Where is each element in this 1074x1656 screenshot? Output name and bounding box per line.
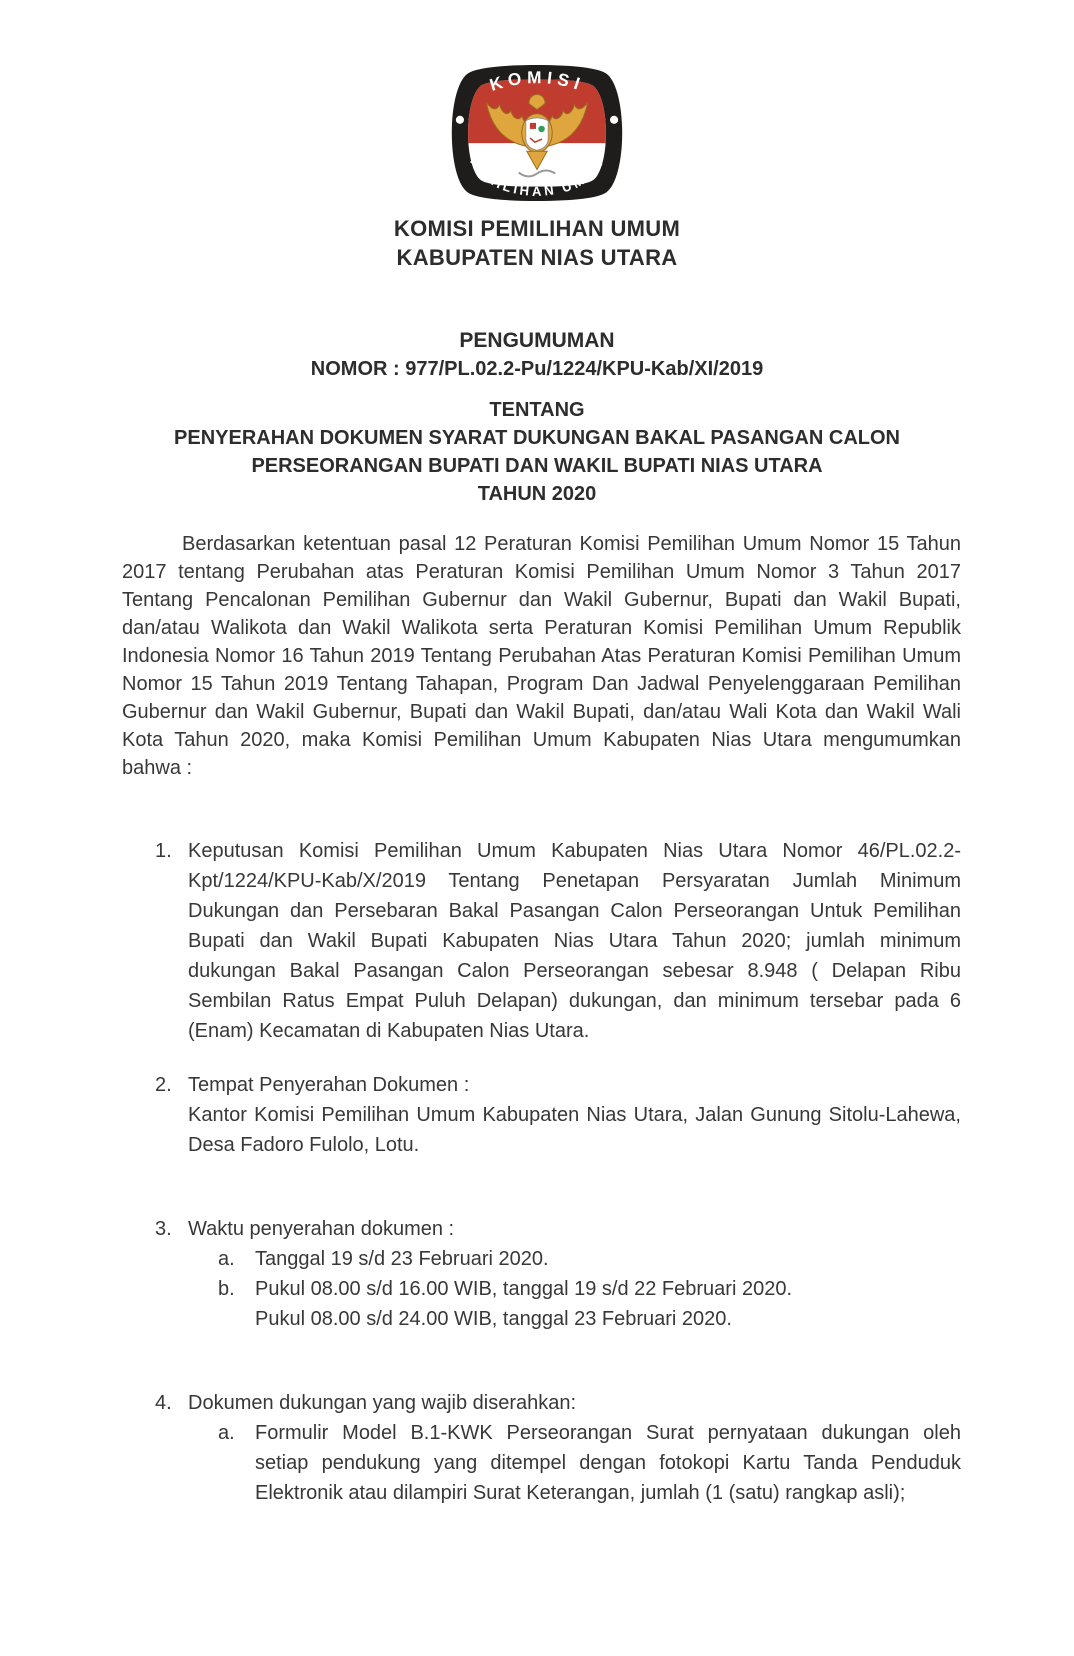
garuda-shield-icon bbox=[526, 118, 548, 150]
item-heading: Dokumen dukungan yang wajib diserahkan: bbox=[188, 1392, 577, 1414]
sub-item-line: Tanggal 19 s/d 23 Februari 2020. bbox=[255, 1248, 549, 1270]
list-item bbox=[155, 836, 961, 1046]
subject-line: PENYERAHAN DOKUMEN SYARAT DUKUNGAN BAKAL PASANGAN CALON bbox=[174, 427, 900, 449]
item-body bbox=[188, 836, 961, 1046]
item-number: 4. bbox=[155, 1392, 172, 1414]
announcement-number: NOMOR : 977/PL.02.2-Pu/1224/KPU-Kab/XI/2019 bbox=[310, 358, 764, 380]
sub-item-line: Pukul 08.00 s/d 24.00 WIB, tanggal 23 Februari 2020. bbox=[255, 1308, 732, 1330]
item-heading: Tempat Penyerahan Dokumen : bbox=[188, 1074, 470, 1096]
item-body bbox=[188, 1388, 961, 1508]
org-name-line2: KABUPATEN NIAS UTARA bbox=[396, 245, 678, 270]
logo-left-dot bbox=[456, 116, 464, 124]
logo-container bbox=[0, 0, 1074, 204]
sub-item bbox=[188, 1274, 961, 1334]
list-item bbox=[155, 1214, 961, 1334]
sub-item-text bbox=[255, 1274, 961, 1334]
sub-item bbox=[188, 1244, 961, 1274]
item-body bbox=[188, 1070, 961, 1160]
sub-item-letter: a. bbox=[218, 1422, 235, 1444]
sub-item-letter: b. bbox=[218, 1278, 235, 1300]
logo-bottom-text: PEMILIHAN UMUM bbox=[467, 154, 608, 200]
subject-line: TAHUN 2020 bbox=[477, 483, 597, 505]
announcement-heading: PENGUMUMAN bbox=[459, 329, 615, 352]
sub-item-text bbox=[255, 1418, 961, 1508]
subject-block bbox=[0, 396, 1074, 508]
item-number: 2. bbox=[155, 1074, 172, 1096]
list-item bbox=[155, 1070, 961, 1160]
item-body bbox=[188, 1214, 961, 1334]
sub-item-text bbox=[255, 1244, 961, 1274]
sub-item-line: Formulir Model B.1-KWK Perseorangan Surat pernyataan dukungan oleh setiap pendukung yang ditempel dengan fotokopi Kartu Tanda Penduduk Elektronik atau dilampiri Surat Keterangan, jumlah (1 (satu) rangkap asli); bbox=[255, 1422, 961, 1504]
subject-line: PERSEORANGAN BUPATI DAN WAKIL BUPATI NIAS UTARA bbox=[251, 455, 823, 477]
intro-paragraph: Berdasarkan ketentuan pasal 12 Peraturan Komisi Pemilihan Umum Nomor 15 Tahun 2017 tentang Perubahan atas Peraturan Komisi Pemilihan Umum Nomor 3 Tahun 2017 Tentang Pencalonan Pemilihan Gubernur dan Wakil Gubernur, Bupati dan Wakil Bupati, dan/atau Walikota dan Wakil Walikota serta Peraturan Komisi Pemilihan Umum Republik Indonesia Nomor 16 Tahun 2019 Tentang Perubahan Atas Peraturan Komisi Pemilihan Umum Nomor 15 Tahun 2019 Tentang Tahapan, Program Dan Jadwal Penyelenggaraan Pemilihan Gubernur dan Wakil Gubernur, Bupati dan Wakil Bupati, dan/atau Wali Kota dan Wakil Wali Kota Tahun 2020, maka Komisi Pemilihan Umum Kabupaten Nias Utara mengumumkan bahwa : bbox=[122, 533, 961, 779]
list-item bbox=[155, 1388, 961, 1508]
subject-lines bbox=[0, 424, 1074, 508]
sub-item-line: Pukul 08.00 s/d 16.00 WIB, tanggal 19 s/d 22 Februari 2020. bbox=[255, 1278, 793, 1300]
organization-name bbox=[0, 214, 1074, 272]
item-number: 3. bbox=[155, 1218, 172, 1240]
org-name-line1: KOMISI PEMILIHAN UMUM bbox=[393, 216, 681, 241]
item-number: 1. bbox=[155, 840, 172, 862]
kpu-logo bbox=[444, 62, 630, 204]
logo-top-text: KOMISI bbox=[487, 67, 588, 96]
item-text: Kantor Komisi Pemilihan Umum Kabupaten Nias Utara, Jalan Gunung Sitolu-Lahewa, Desa Fadoro Fulolo, Lotu. bbox=[188, 1104, 961, 1156]
announcement-title-block bbox=[0, 326, 1074, 384]
sub-item bbox=[188, 1418, 961, 1508]
item-text: Keputusan Komisi Pemilihan Umum Kabupaten Nias Utara Nomor 46/PL.02.2-Kpt/1224/KPU-Kab/X/2019 Tentang Penetapan Persyaratan Jumlah Minimum Dukungan dan Persebaran Bakal Pasangan Calon Perseorangan Untuk Pemilihan Bupati dan Wakil Bupati Kabupaten Nias Utara Tahun 2020; jumlah minimum dukungan Bakal Pasangan Calon Perseorangan sebesar 8.948 ( Delapan Ribu Sembilan Ratus Empat Puluh Delapan) dukungan, dan minimum tersebar pada 6 (Enam) Kecamatan di Kabupaten Nias Utara. bbox=[188, 840, 961, 1042]
items-list bbox=[155, 836, 961, 1508]
item-heading: Waktu penyerahan dokumen : bbox=[188, 1218, 455, 1240]
sub-item-letter: a. bbox=[218, 1248, 235, 1270]
about-label: TENTANG bbox=[489, 399, 585, 421]
logo-right-dot bbox=[610, 116, 618, 124]
